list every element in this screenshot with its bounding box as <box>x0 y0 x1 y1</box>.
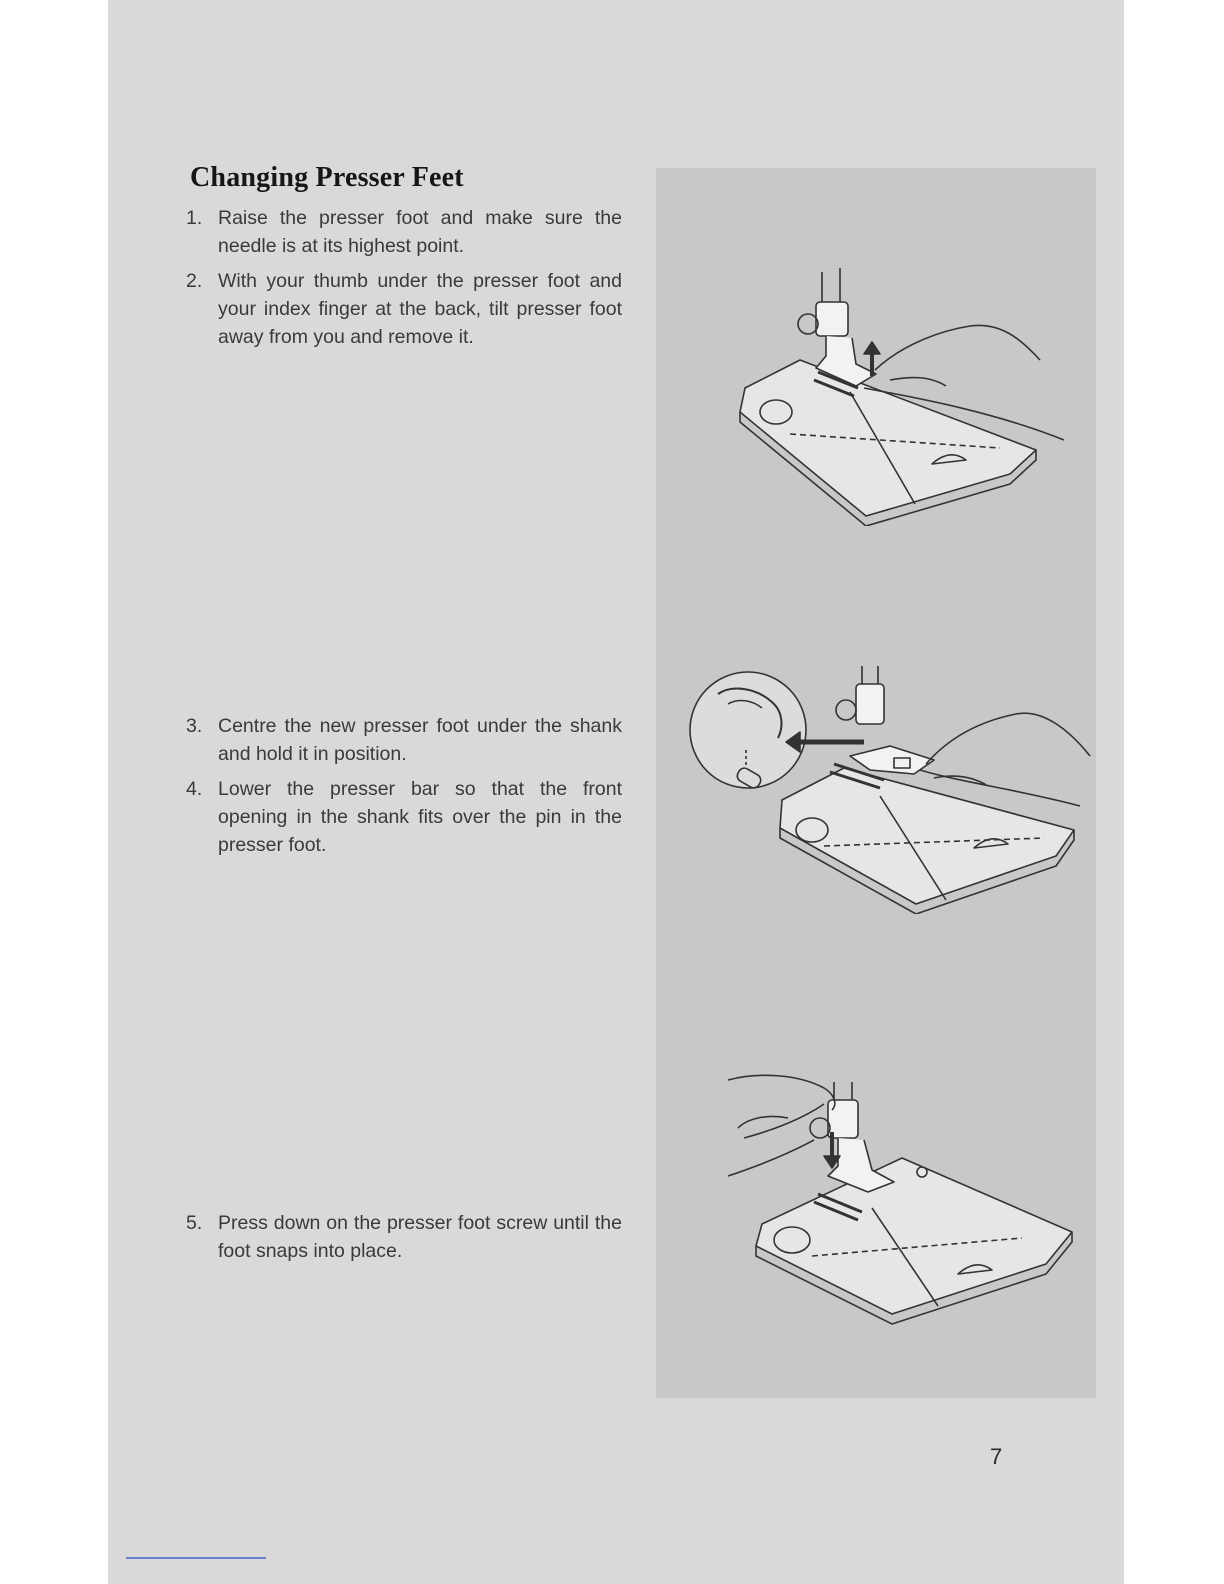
steps-secure <box>186 1209 622 1272</box>
step-number: 2. <box>186 270 203 292</box>
step-number: 5. <box>186 1212 203 1234</box>
illustration-remove-foot <box>700 262 1090 526</box>
steps-attach <box>186 712 622 866</box>
page-title: Changing Presser Feet <box>190 162 464 193</box>
illustration-press-screw <box>722 1068 1092 1326</box>
step-5 <box>186 1209 622 1265</box>
step-number: 1. <box>186 207 203 229</box>
step-1 <box>186 204 622 260</box>
step-2 <box>186 267 622 351</box>
step-3 <box>186 712 622 768</box>
step-text: Centre the new presser foot under the shank and hold it in position. <box>218 715 622 765</box>
step-text: Raise the presser foot and make sure the needle is at its highest point. <box>218 207 622 257</box>
step-number: 4. <box>186 778 203 800</box>
steps-remove <box>186 204 622 358</box>
step-text: Press down on the presser foot screw until the foot snaps into place. <box>218 1212 622 1262</box>
step-text: Lower the presser bar so that the front opening in the shank fits over the pin in the presser foot. <box>218 778 622 856</box>
illustration-insert-foot <box>684 660 1094 914</box>
page-number: 7 <box>990 1444 1003 1469</box>
footer-rule <box>126 1557 266 1559</box>
step-text: With your thumb under the presser foot and your index finger at the back, tilt presser foot away from you and remove it. <box>218 270 622 348</box>
step-4 <box>186 775 622 859</box>
step-number: 3. <box>186 715 203 737</box>
